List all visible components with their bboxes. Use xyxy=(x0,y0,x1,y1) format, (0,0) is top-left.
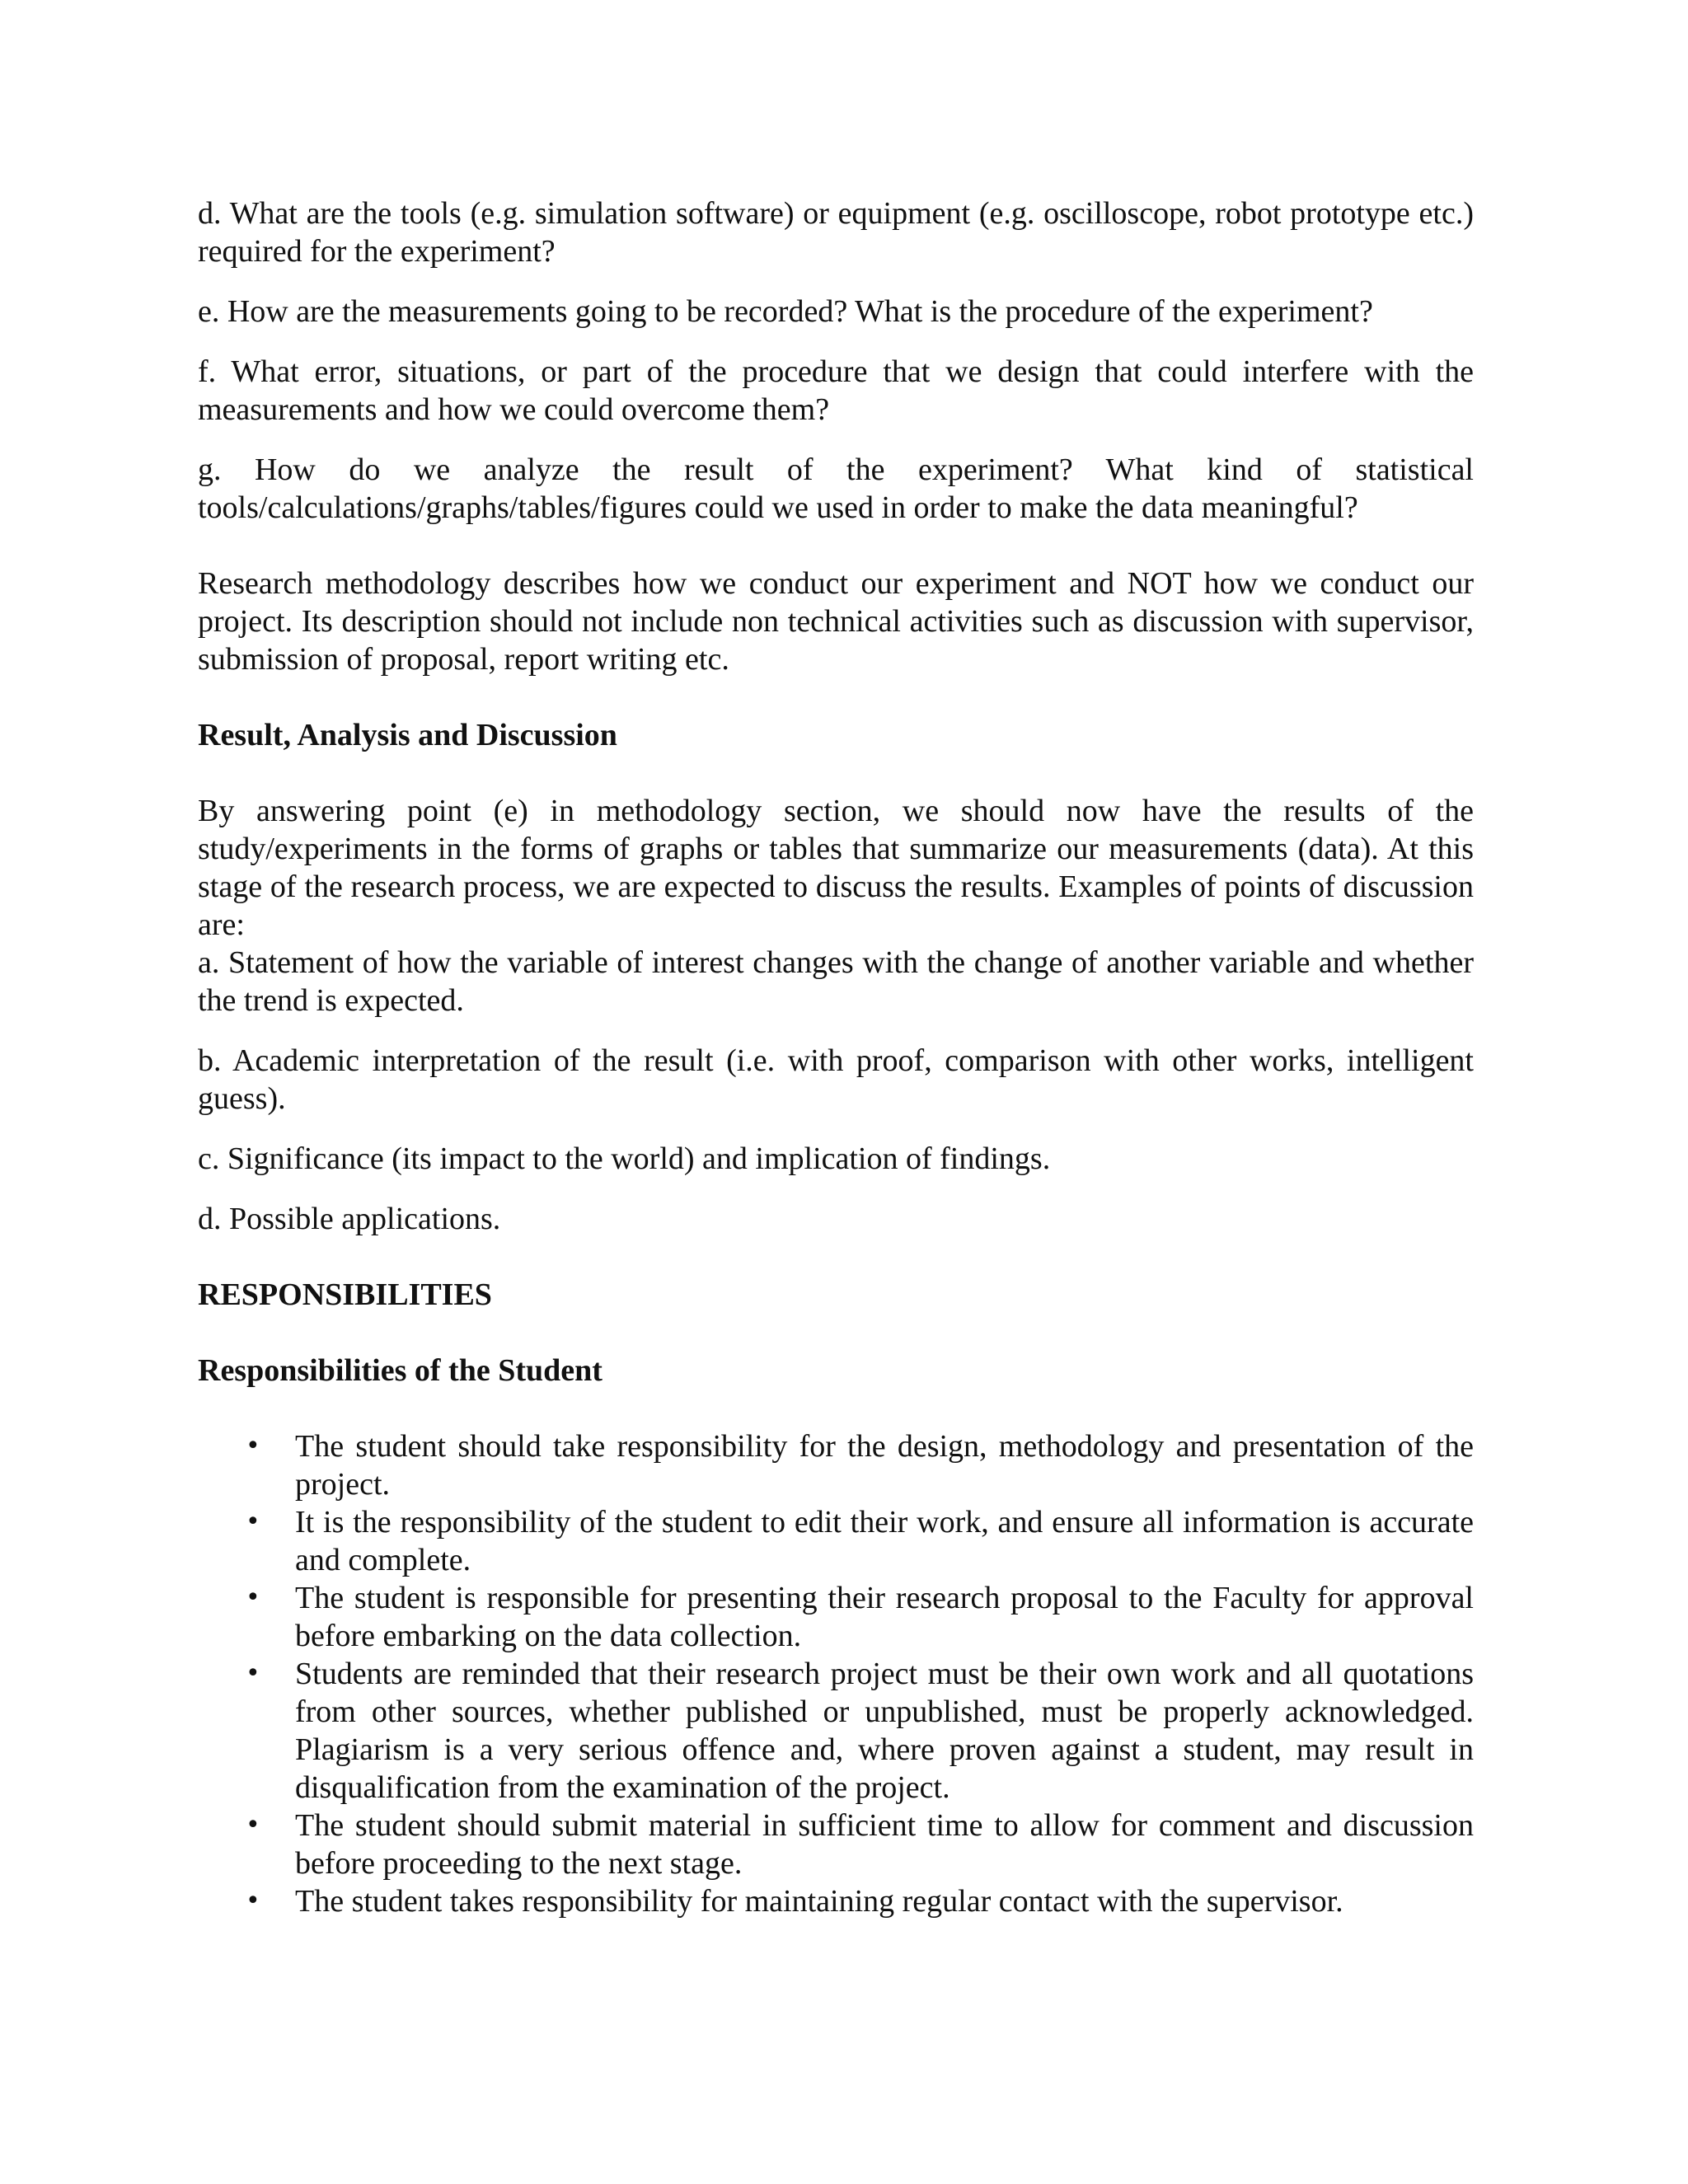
bullet-icon: • xyxy=(246,1811,260,1840)
bullet-icon: • xyxy=(246,1507,260,1536)
list-item xyxy=(198,1807,1474,1882)
methodology-item-f: f. What error, situations, or part of the procedure that we design that could interfere with the measurements and how we could overcome them? xyxy=(198,354,1474,427)
bullet-icon: • xyxy=(246,1432,260,1460)
list-item xyxy=(198,1655,1474,1807)
results-item-d: d. Possible applications. xyxy=(198,1202,501,1236)
list-item xyxy=(198,1882,1474,1920)
methodology-note: Research methodology describes how we conduct our experiment and NOT how we conduct our project. Its description should not include non technical activities such as discussion with supervisor, submission of proposal, report writing etc. xyxy=(198,566,1474,677)
list-item xyxy=(198,1427,1474,1503)
list-item-text: The student is responsible for presenting their research proposal to the Faculty for approval before embarking on the data collection. xyxy=(295,1581,1474,1653)
methodology-item-g: g. How do we analyze the result of the experiment? What kind of statistical tools/calculations/graphs/tables/figures could we used in order to make the data meaningful? xyxy=(198,452,1474,525)
bullet-icon: • xyxy=(246,1886,260,1915)
responsibilities-subheading: Responsibilities of the Student xyxy=(198,1353,603,1388)
responsibilities-heading: RESPONSIBILITIES xyxy=(198,1277,492,1312)
results-intro: By answering point (e) in methodology section, we should now have the results of the study/experiments in the forms of graphs or tables that summarize our measurements (data). At this stage of the research process, we are expected to discuss the results. Examples of points of discussion are: xyxy=(198,794,1474,942)
results-item-b: b. Academic interpretation of the result (i.e. with proof, comparison with other works, intelligent guess). xyxy=(198,1043,1474,1116)
list-item-text: Students are reminded that their research project must be their own work and all quotations from other sources, whether published or unpublished, must be properly acknowledged. Plagiarism is a very serious offence and, where proven against a student, may result in disqualification from the examination of the project. xyxy=(295,1657,1474,1805)
list-item-text: The student takes responsibility for maintaining regular contact with the supervisor. xyxy=(295,1884,1343,1919)
list-item xyxy=(198,1503,1474,1579)
results-item-c: c. Significance (its impact to the world) and implication of findings. xyxy=(198,1141,1051,1176)
results-heading: Result, Analysis and Discussion xyxy=(198,718,617,752)
list-item-text: It is the responsibility of the student to edit their work, and ensure all information is accurate and complete. xyxy=(295,1505,1474,1577)
bullet-icon: • xyxy=(246,1583,260,1612)
methodology-item-d: d. What are the tools (e.g. simulation software) or equipment (e.g. oscilloscope, robot prototype etc.) required for the experiment? xyxy=(198,196,1474,269)
methodology-item-e: e. How are the measurements going to be recorded? What is the procedure of the experiment? xyxy=(198,294,1373,329)
document-page xyxy=(198,194,1474,1920)
list-item-text: The student should take responsibility for the design, methodology and presentation of the project. xyxy=(295,1429,1474,1502)
list-item xyxy=(198,1579,1474,1655)
responsibilities-list xyxy=(198,1427,1474,1920)
results-item-a: a. Statement of how the variable of interest changes with the change of another variable and whether the trend is expected. xyxy=(198,945,1474,1018)
list-item-text: The student should submit material in sufficient time to allow for comment and discussion before proceeding to the next stage. xyxy=(295,1808,1474,1881)
bullet-icon: • xyxy=(246,1659,260,1688)
